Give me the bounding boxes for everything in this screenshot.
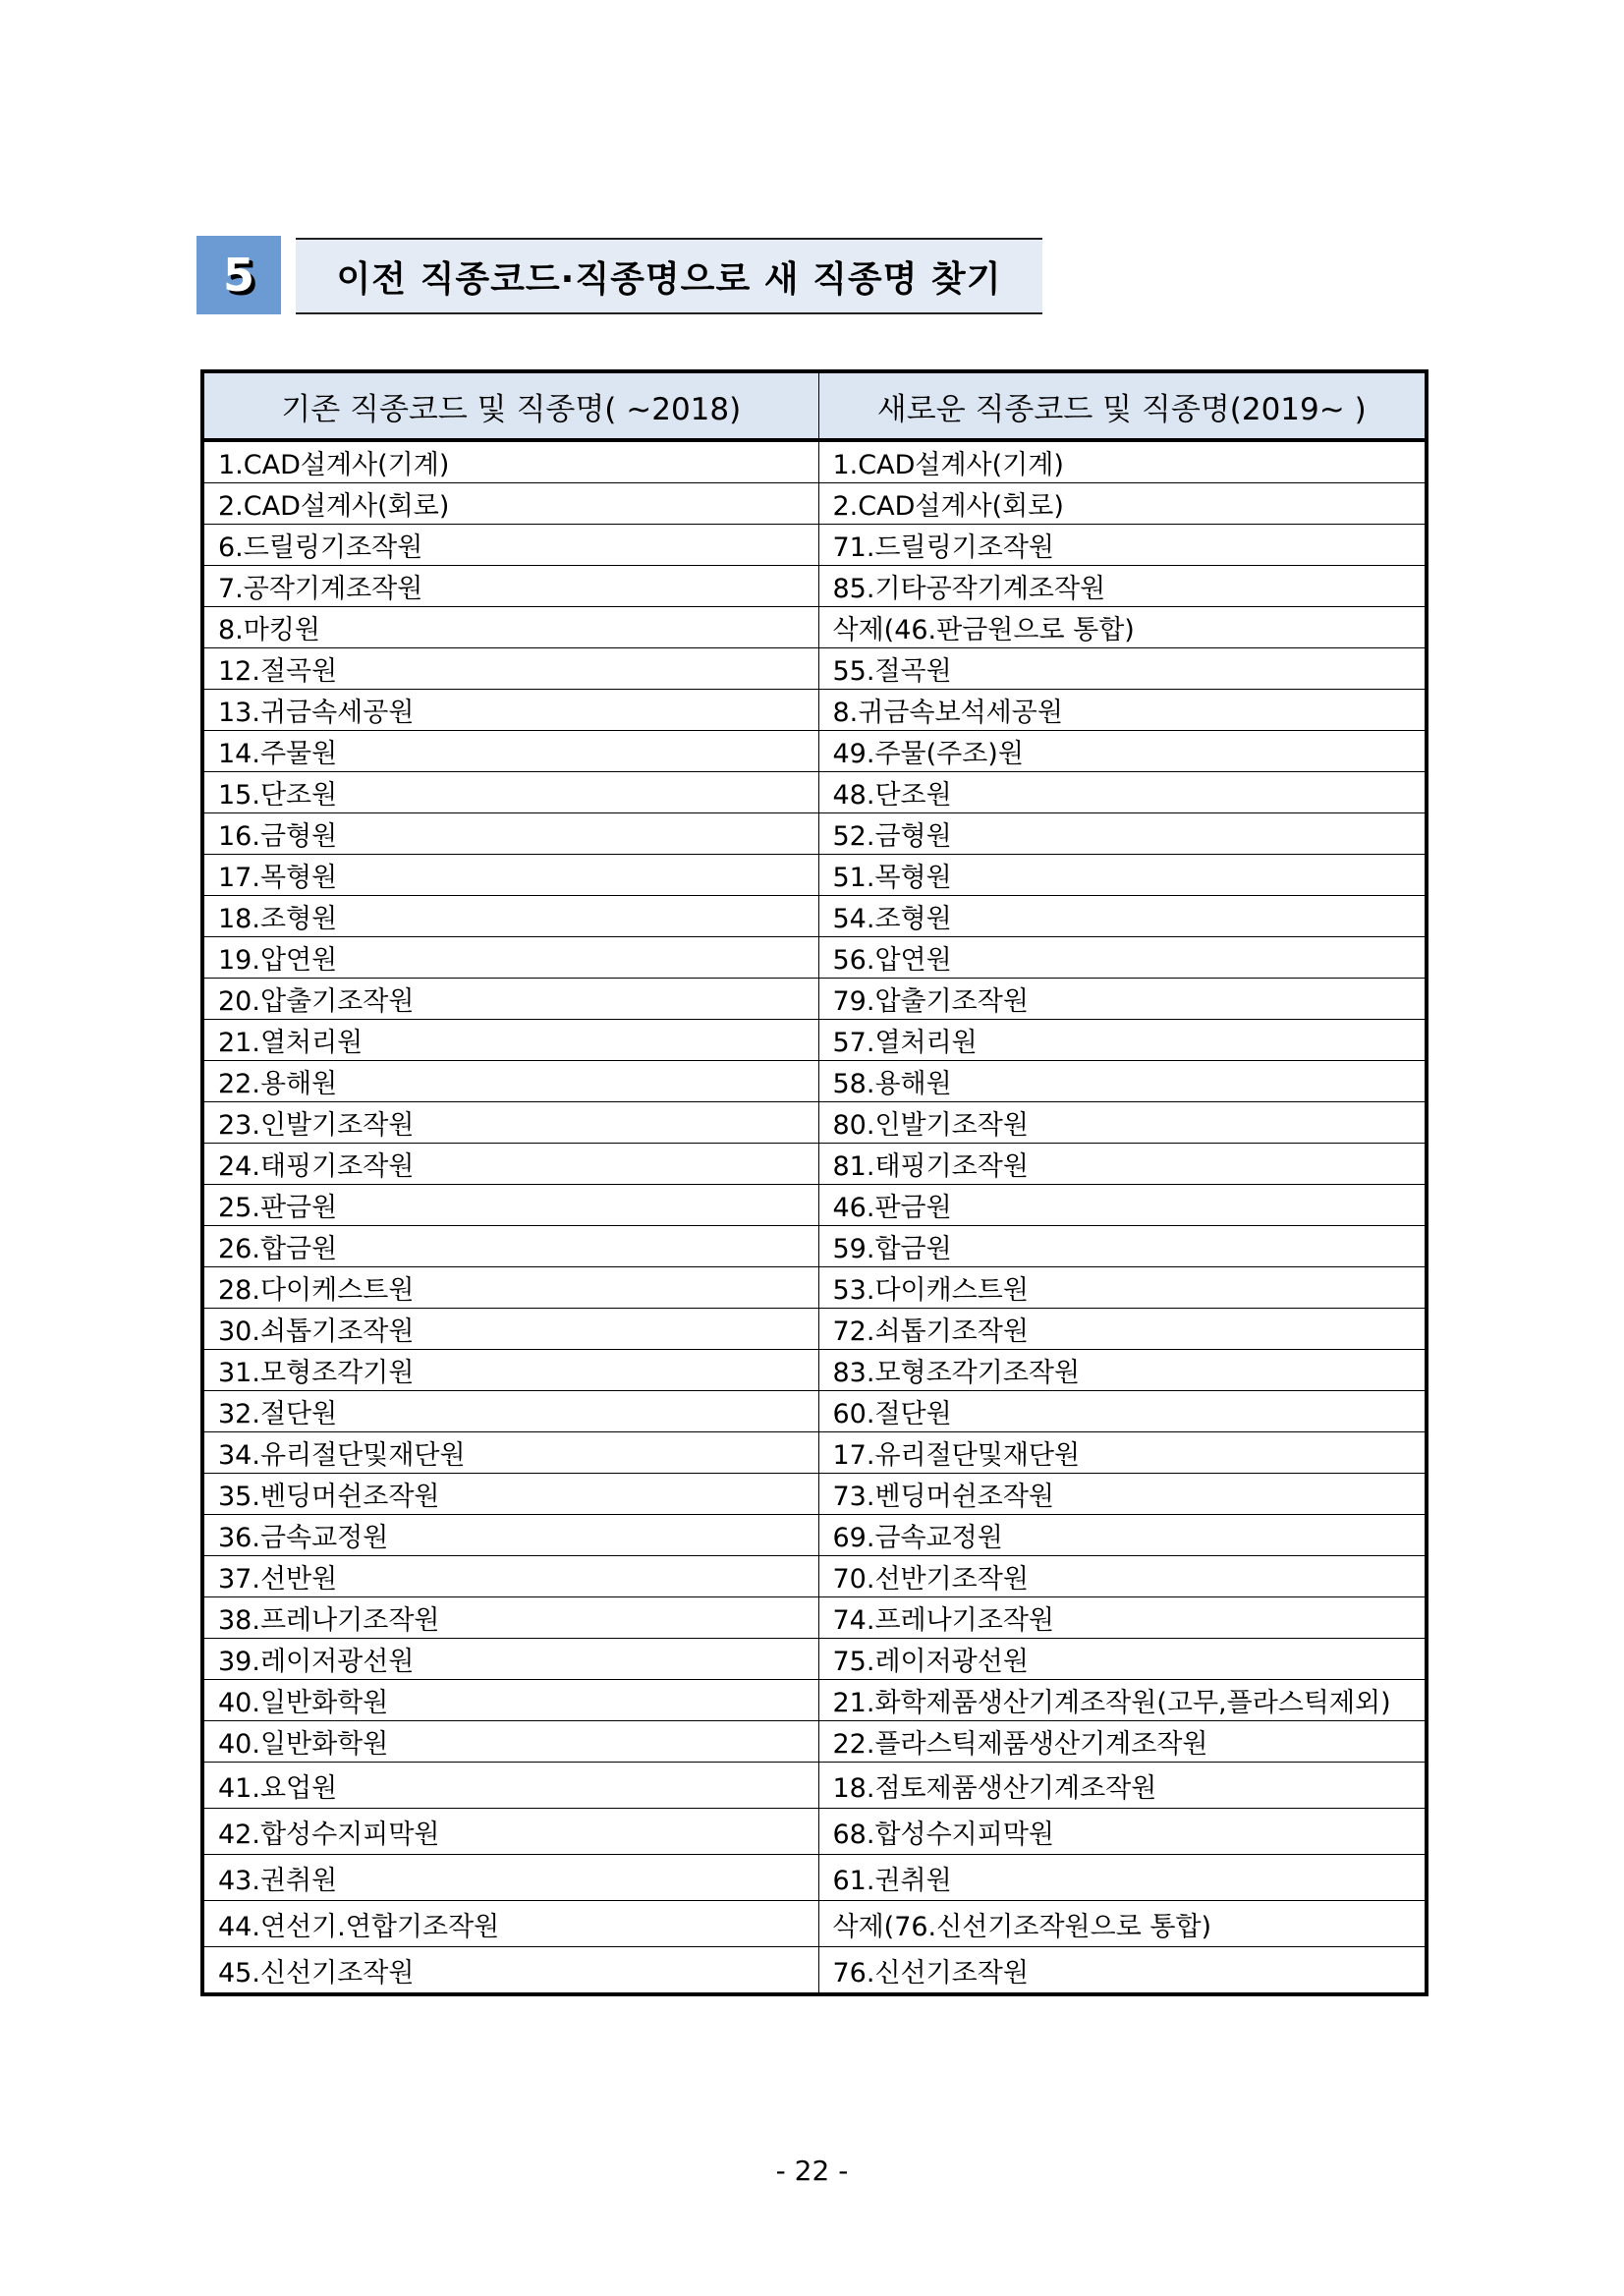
- cell-old-job: 15.단조원: [202, 772, 818, 813]
- table-row: [202, 1556, 1427, 1597]
- table-row: [202, 855, 1427, 896]
- cell-old-job: 32.절단원: [202, 1391, 818, 1432]
- cell-old-job: 36.금속교정원: [202, 1515, 818, 1556]
- cell-old-job: 44.연선기.연합기조작원: [202, 1901, 818, 1947]
- cell-new-job: 51.목형원: [818, 855, 1427, 896]
- section-title: 이전 직종코드·직종명으로 새 직종명 찾기: [336, 258, 1002, 300]
- cell-new-job: 17.유리절단및재단원: [818, 1432, 1427, 1474]
- cell-new-job: 81.태핑기조작원: [818, 1144, 1427, 1185]
- table-row: [202, 1432, 1427, 1474]
- cell-new-job: 삭제(76.신선기조작원으로 통합): [818, 1901, 1427, 1947]
- cell-new-job: 22.플라스틱제품생산기계조작원: [818, 1721, 1427, 1763]
- header-old-code: 기존 직종코드 및 직종명( ~2018): [202, 371, 818, 440]
- cell-new-job: 72.쇠톱기조작원: [818, 1309, 1427, 1350]
- section-number: 5: [222, 249, 254, 302]
- cell-new-job: 71.드릴링기조작원: [818, 525, 1427, 566]
- table-row: [202, 731, 1427, 772]
- cell-new-job: 21.화학제품생산기계조작원(고무,플라스틱제외): [818, 1680, 1427, 1721]
- cell-new-job: 74.프레나기조작원: [818, 1597, 1427, 1639]
- cell-old-job: 38.프레나기조작원: [202, 1597, 818, 1639]
- cell-new-job: 삭제(46.판금원으로 통합): [818, 607, 1427, 648]
- cell-new-job: 75.레이저광선원: [818, 1639, 1427, 1680]
- cell-old-job: 8.마킹원: [202, 607, 818, 648]
- section-number-badge: [196, 236, 281, 314]
- cell-new-job: 46.판금원: [818, 1185, 1427, 1226]
- table-row: [202, 607, 1427, 648]
- cell-new-job: 83.모형조각기조작원: [818, 1350, 1427, 1391]
- cell-old-job: 34.유리절단및재단원: [202, 1432, 818, 1474]
- table-row: [202, 1267, 1427, 1309]
- cell-old-job: 43.권취원: [202, 1855, 818, 1901]
- cell-new-job: 49.주물(주조)원: [818, 731, 1427, 772]
- header-new-code: 새로운 직종코드 및 직종명(2019~ ): [818, 371, 1427, 440]
- cell-old-job: 16.금형원: [202, 813, 818, 855]
- table-row: [202, 813, 1427, 855]
- table-row: [202, 1763, 1427, 1809]
- cell-old-job: 37.선반원: [202, 1556, 818, 1597]
- cell-new-job: 70.선반기조작원: [818, 1556, 1427, 1597]
- table-row: [202, 937, 1427, 979]
- cell-new-job: 80.인발기조작원: [818, 1102, 1427, 1144]
- table-row: [202, 483, 1427, 525]
- page-number: - 22 -: [775, 2155, 849, 2187]
- cell-new-job: 18.점토제품생산기계조작원: [818, 1763, 1427, 1809]
- cell-old-job: 24.태핑기조작원: [202, 1144, 818, 1185]
- cell-old-job: 21.열처리원: [202, 1020, 818, 1061]
- cell-old-job: 39.레이저광선원: [202, 1639, 818, 1680]
- table-row: [202, 1061, 1427, 1102]
- table-row: [202, 566, 1427, 607]
- cell-new-job: 59.합금원: [818, 1226, 1427, 1267]
- job-code-mapping-table: [200, 369, 1428, 1996]
- cell-old-job: 1.CAD설계사(기계): [202, 440, 818, 483]
- table-row: [202, 1226, 1427, 1267]
- cell-new-job: 1.CAD설계사(기계): [818, 440, 1427, 483]
- table-row: [202, 1185, 1427, 1226]
- cell-new-job: 53.다이캐스트원: [818, 1267, 1427, 1309]
- table-row: [202, 1947, 1427, 1995]
- table-row: [202, 525, 1427, 566]
- table-row: [202, 690, 1427, 731]
- cell-old-job: 12.절곡원: [202, 648, 818, 690]
- cell-new-job: 57.열처리원: [818, 1020, 1427, 1061]
- table-row: [202, 1020, 1427, 1061]
- cell-new-job: 73.벤딩머쉰조작원: [818, 1474, 1427, 1515]
- cell-new-job: 8.귀금속보석세공원: [818, 690, 1427, 731]
- table-row: [202, 1639, 1427, 1680]
- table-row: [202, 896, 1427, 937]
- table-row: [202, 1144, 1427, 1185]
- cell-old-job: 28.다이케스트원: [202, 1267, 818, 1309]
- table-row: [202, 1901, 1427, 1947]
- cell-new-job: 79.압출기조작원: [818, 979, 1427, 1020]
- table-row: [202, 1474, 1427, 1515]
- cell-new-job: 85.기타공작기계조작원: [818, 566, 1427, 607]
- cell-new-job: 54.조형원: [818, 896, 1427, 937]
- cell-old-job: 40.일반화학원: [202, 1680, 818, 1721]
- cell-old-job: 17.목형원: [202, 855, 818, 896]
- cell-new-job: 48.단조원: [818, 772, 1427, 813]
- table-row: [202, 1350, 1427, 1391]
- cell-new-job: 56.압연원: [818, 937, 1427, 979]
- cell-old-job: 40.일반화학원: [202, 1721, 818, 1763]
- cell-old-job: 20.압출기조작원: [202, 979, 818, 1020]
- cell-old-job: 30.쇠톱기조작원: [202, 1309, 818, 1350]
- table-row: [202, 1721, 1427, 1763]
- table-row: [202, 1515, 1427, 1556]
- cell-old-job: 14.주물원: [202, 731, 818, 772]
- cell-old-job: 22.용해원: [202, 1061, 818, 1102]
- cell-old-job: 31.모형조각기원: [202, 1350, 818, 1391]
- cell-old-job: 6.드릴링기조작원: [202, 525, 818, 566]
- table-header-row: [202, 371, 1427, 440]
- cell-old-job: 7.공작기계조작원: [202, 566, 818, 607]
- table-row: [202, 1680, 1427, 1721]
- cell-new-job: 58.용해원: [818, 1061, 1427, 1102]
- cell-new-job: 68.합성수지피막원: [818, 1809, 1427, 1855]
- table-row: [202, 1309, 1427, 1350]
- cell-new-job: 55.절곡원: [818, 648, 1427, 690]
- table-row: [202, 772, 1427, 813]
- cell-new-job: 69.금속교정원: [818, 1515, 1427, 1556]
- cell-old-job: 18.조형원: [202, 896, 818, 937]
- cell-old-job: 19.압연원: [202, 937, 818, 979]
- table-row: [202, 1391, 1427, 1432]
- cell-old-job: 13.귀금속세공원: [202, 690, 818, 731]
- cell-new-job: 76.신선기조작원: [832, 1957, 1029, 1988]
- cell-old-job: 2.CAD설계사(회로): [202, 483, 818, 525]
- cell-old-job: 26.합금원: [202, 1226, 818, 1267]
- cell-new-job: 61.권취원: [818, 1855, 1427, 1901]
- table-row: [202, 440, 1427, 483]
- cell-new-job: 60.절단원: [818, 1391, 1427, 1432]
- cell-old-job: 45.신선기조작원: [202, 1947, 818, 1995]
- table-row: [202, 648, 1427, 690]
- cell-old-job: 35.벤딩머쉰조작원: [202, 1474, 818, 1515]
- cell-old-job: 23.인발기조작원: [202, 1102, 818, 1144]
- table-row: [202, 1809, 1427, 1855]
- table-row: [202, 1855, 1427, 1901]
- section-header: [196, 236, 1051, 314]
- cell-old-job: 42.합성수지피막원: [202, 1809, 818, 1855]
- section-title-box: [296, 238, 1042, 314]
- table-row: [202, 979, 1427, 1020]
- cell-old-job: 41.요업원: [202, 1763, 818, 1809]
- table-row: [202, 1102, 1427, 1144]
- cell-old-job: 25.판금원: [202, 1185, 818, 1226]
- table-row: [202, 1597, 1427, 1639]
- cell-new-job: 52.금형원: [818, 813, 1427, 855]
- cell-new-job: 2.CAD설계사(회로): [818, 483, 1427, 525]
